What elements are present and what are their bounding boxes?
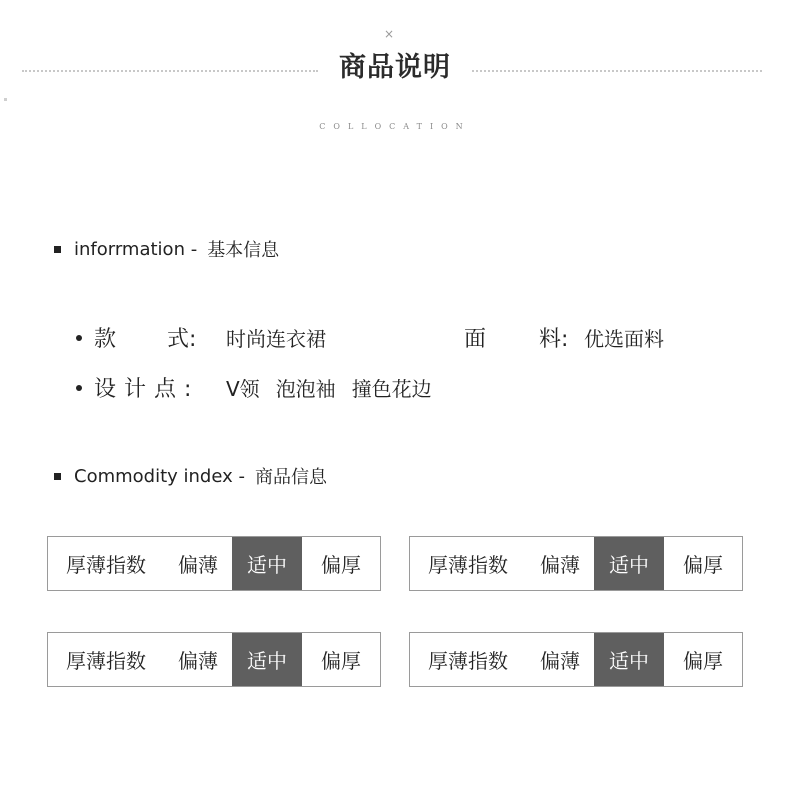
page-title: 商品说明: [339, 52, 451, 83]
index-name: 厚薄指数: [428, 649, 508, 673]
round-bullet-icon: [76, 385, 82, 391]
index-option-medium-selected: 适中: [232, 537, 302, 590]
design-value-collar: V领: [226, 377, 260, 401]
round-bullet-icon: [76, 335, 82, 341]
design-label: 设计点:: [94, 377, 200, 402]
index-option-thick: 偏厚: [321, 553, 361, 577]
style-value: 时尚连衣裙: [226, 327, 326, 351]
index-option-thin: 偏薄: [540, 553, 580, 577]
decor-dot: [4, 98, 7, 101]
info-row-style: [76, 322, 326, 353]
index-option-thin: 偏薄: [178, 649, 218, 673]
thickness-index-box: [409, 632, 743, 687]
fabric-value: 优选面料: [584, 327, 664, 351]
index-option-thick: 偏厚: [683, 553, 723, 577]
section-heading-en: inforrmation -: [74, 238, 198, 260]
dotted-divider-left: [22, 70, 318, 72]
section-heading-cn: 商品信息: [254, 467, 327, 488]
index-option-thin: 偏薄: [540, 649, 580, 673]
info-row-fabric: [464, 322, 664, 353]
close-icon: ×: [384, 27, 395, 41]
info-row-design: [76, 372, 448, 403]
index-name: 厚薄指数: [66, 553, 146, 577]
style-label-text: 款 式:: [94, 327, 197, 352]
dotted-divider-right: [472, 70, 762, 72]
square-bullet-icon: [54, 246, 61, 253]
index-name: 厚薄指数: [428, 553, 508, 577]
design-value-lace: 撞色花边: [351, 377, 432, 401]
thickness-index-box: [409, 536, 743, 591]
section-heading-index: [54, 463, 327, 489]
square-bullet-icon: [54, 473, 61, 480]
index-option-medium-selected: 适中: [594, 537, 664, 590]
section-heading-cn: 基本信息: [207, 240, 280, 261]
fabric-label: 面 料:: [464, 327, 569, 352]
page-subtitle: COLLOCATION: [319, 122, 471, 131]
section-heading-en: Commodity index -: [74, 465, 245, 487]
index-option-thick: 偏厚: [321, 649, 361, 673]
thickness-index-box: [47, 536, 381, 591]
index-option-thin: 偏薄: [178, 553, 218, 577]
index-option-medium-selected: 适中: [594, 633, 664, 686]
design-values: [226, 373, 448, 402]
design-value-sleeve: 泡泡袖: [275, 377, 336, 401]
thickness-index-box: [47, 632, 381, 687]
index-option-medium-selected: 适中: [232, 633, 302, 686]
index-name: 厚薄指数: [66, 649, 146, 673]
section-heading-info: [54, 236, 279, 262]
index-option-thick: 偏厚: [683, 649, 723, 673]
style-label: [94, 322, 204, 353]
